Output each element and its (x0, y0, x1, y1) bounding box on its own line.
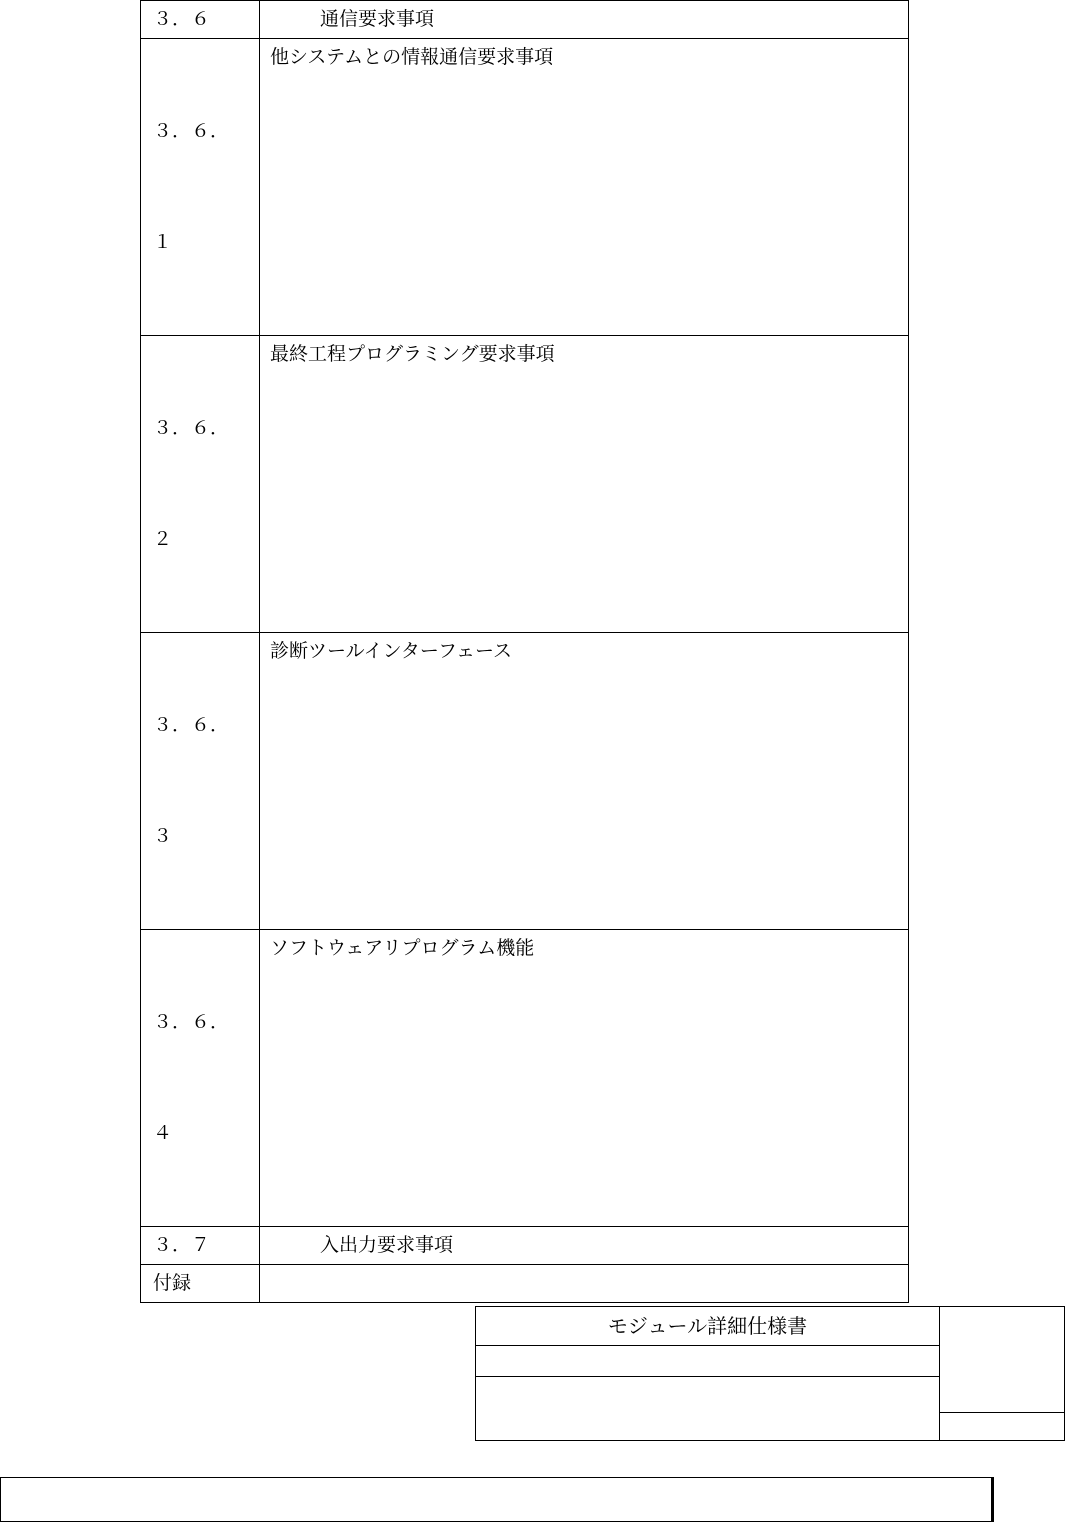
toc-section-number (141, 39, 260, 336)
toc-row (141, 633, 909, 930)
title-block-row (476, 1377, 939, 1440)
toc-number-line2: ２ (153, 528, 173, 550)
toc-row (141, 930, 909, 1227)
toc-number-line2: １ (153, 231, 173, 253)
toc-row (141, 1265, 909, 1303)
toc-appendix-label: 付録 (141, 1265, 260, 1303)
toc-number-line1: ３．６． (153, 417, 230, 439)
toc-row (141, 336, 909, 633)
toc-number-line1: ３．６． (153, 120, 230, 142)
toc-section-number (141, 336, 260, 633)
toc-section-number: ３．６ (141, 1, 260, 39)
document-title: モジュール詳細仕様書 (476, 1307, 939, 1346)
toc-section-number (141, 633, 260, 930)
toc-row (141, 1, 909, 39)
toc-section-title: 通信要求事項 (260, 1, 909, 39)
toc-section-title: 入出力要求事項 (260, 1227, 909, 1265)
toc-section-number (141, 930, 260, 1227)
document-title-block (475, 1306, 1065, 1441)
toc-number-line2: ３ (153, 825, 173, 847)
toc-number-line2: ４ (153, 1122, 173, 1144)
toc-row (141, 39, 909, 336)
toc-row (141, 1227, 909, 1265)
toc-section-title: 診断ツールインターフェース (260, 633, 909, 930)
toc-section-title: ソフトウェアリプログラム機能 (260, 930, 909, 1227)
title-block-row (476, 1346, 939, 1377)
toc-section-title: 他システムとの情報通信要求事項 (260, 39, 909, 336)
toc-number-line1: ３．６． (153, 714, 230, 736)
title-block-left (476, 1307, 940, 1440)
toc-section-number: ３．７ (141, 1227, 260, 1265)
title-block-page-cell (940, 1413, 1064, 1440)
toc-section-title: 最終工程プログラミング要求事項 (260, 336, 909, 633)
table-of-contents (140, 0, 909, 1303)
title-block-stamp-area (940, 1307, 1064, 1413)
footer-box (0, 1477, 994, 1522)
toc-number-line1: ３．６． (153, 1011, 230, 1033)
toc-section-title (260, 1265, 909, 1303)
